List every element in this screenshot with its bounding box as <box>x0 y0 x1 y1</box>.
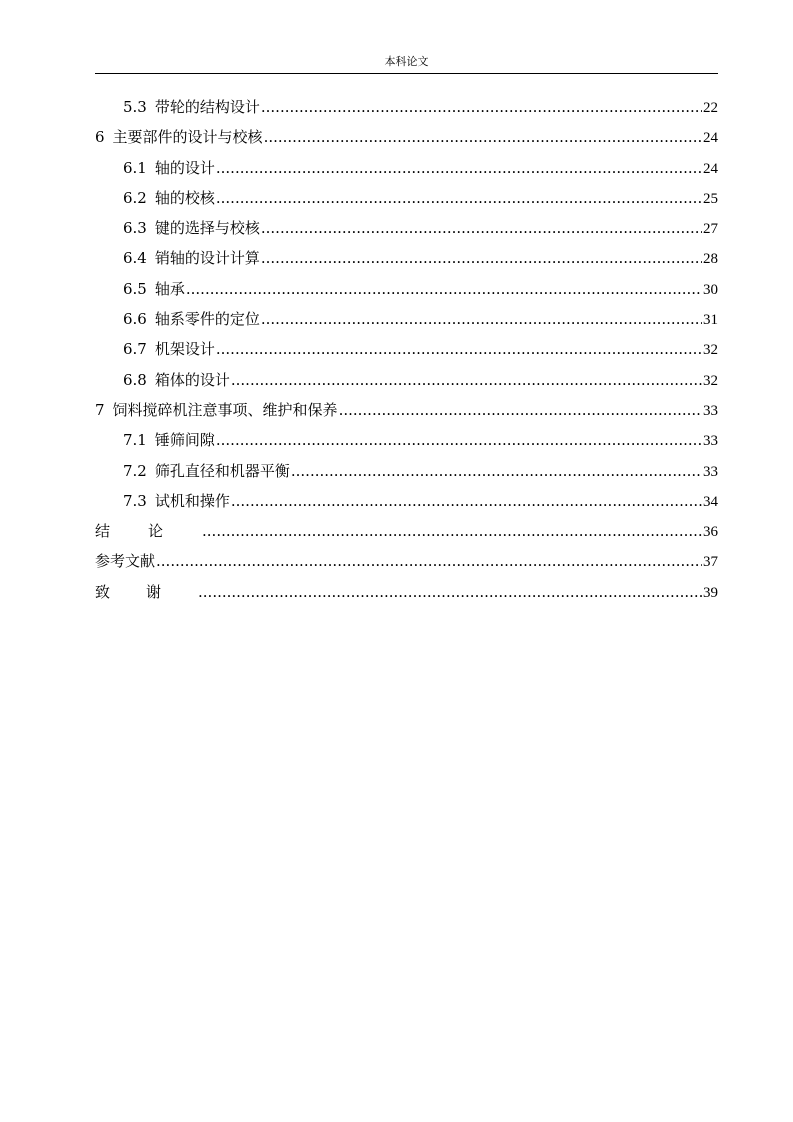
toc-entry-title: 主要部件的设计与校核 <box>112 128 263 147</box>
toc-entry-references[interactable] <box>95 550 718 580</box>
toc-entry-page: 33 <box>703 463 718 480</box>
toc-leader-dots <box>264 126 702 148</box>
toc-entry-title: 轴系零件的定位 <box>154 310 260 329</box>
table-of-contents <box>95 96 718 611</box>
toc-entry-page: 27 <box>703 221 718 238</box>
toc-entry[interactable] <box>95 429 718 459</box>
toc-entry-page: 34 <box>703 493 718 510</box>
toc-entry-number: 6.8 <box>123 370 147 389</box>
toc-leader-dots <box>186 278 702 300</box>
toc-entry-acknowledgements[interactable] <box>95 581 718 611</box>
toc-entry-title: 箱体的设计 <box>154 370 230 389</box>
toc-entry[interactable] <box>95 338 718 368</box>
toc-entry[interactable] <box>95 399 718 429</box>
toc-entry[interactable] <box>95 157 718 187</box>
toc-entry[interactable] <box>95 308 718 338</box>
toc-entry-number: 6.5 <box>123 279 147 298</box>
page-header: 本科论文 <box>384 55 429 68</box>
toc-entry-title: 机架设计 <box>154 340 215 359</box>
toc-leader-dots <box>231 490 702 512</box>
toc-entry-title: 轴的设计 <box>154 158 215 177</box>
toc-entry[interactable] <box>95 247 718 277</box>
toc-entry[interactable] <box>95 369 718 399</box>
toc-entry[interactable] <box>95 187 718 217</box>
toc-leader-dots <box>216 157 702 179</box>
toc-leader-dots <box>216 187 702 209</box>
toc-entry-title: 键的选择与校核 <box>154 219 260 238</box>
toc-entry-title: 结论 <box>95 522 202 541</box>
toc-leader-dots <box>156 550 702 572</box>
toc-entry-page: 31 <box>703 312 718 329</box>
toc-entry-title: 销轴的设计计算 <box>154 249 260 268</box>
toc-entry-page: 24 <box>703 130 718 147</box>
toc-entry-page: 28 <box>703 251 718 268</box>
toc-entry-number: 6.7 <box>123 340 147 359</box>
toc-entry-number: 6.1 <box>123 158 147 177</box>
toc-entry-title: 试机和操作 <box>154 491 230 510</box>
toc-entry-page: 25 <box>703 190 718 207</box>
toc-leader-dots <box>291 460 702 482</box>
toc-entry[interactable] <box>95 460 718 490</box>
toc-entry-page: 39 <box>703 584 718 601</box>
toc-entry-number: 6.3 <box>123 219 147 238</box>
toc-leader-dots <box>198 581 702 603</box>
toc-entry-page: 24 <box>703 160 718 177</box>
toc-leader-dots <box>202 520 702 542</box>
toc-entry-number: 7.2 <box>123 461 147 480</box>
toc-entry-page: 33 <box>703 433 718 450</box>
toc-entry-title: 参考文献 <box>95 552 156 571</box>
toc-entry-number: 5.3 <box>123 98 147 116</box>
toc-leader-dots <box>261 217 702 239</box>
toc-entry-number: 6.4 <box>123 249 147 268</box>
toc-entry-page: 32 <box>703 342 718 359</box>
toc-entry-title: 轴的校核 <box>154 188 215 207</box>
toc-entry-page: 37 <box>703 554 718 571</box>
toc-entry[interactable] <box>95 278 718 308</box>
toc-leader-dots <box>216 429 702 451</box>
toc-entry-title: 致谢 <box>95 582 198 601</box>
header-rule <box>95 73 718 74</box>
toc-entry[interactable] <box>95 217 718 247</box>
toc-entry-number: 6.6 <box>123 310 147 329</box>
toc-entry[interactable] <box>95 490 718 520</box>
toc-leader-dots <box>216 338 702 360</box>
toc-entry-page: 36 <box>703 524 718 541</box>
toc-entry-page: 22 <box>703 100 718 116</box>
toc-entry-title: 锤筛间隙 <box>154 431 215 450</box>
toc-entry-title: 带轮的结构设计 <box>154 98 260 116</box>
toc-entry-number: 7 <box>95 400 105 419</box>
toc-entry-conclusion[interactable] <box>95 520 718 550</box>
toc-entry[interactable] <box>95 96 718 126</box>
toc-entry[interactable] <box>95 126 718 156</box>
toc-entry-number: 7.3 <box>123 491 147 510</box>
toc-entry-number: 6 <box>95 128 105 147</box>
toc-entry-page: 32 <box>703 372 718 389</box>
toc-entry-title: 饲料搅碎机注意事项、维护和保养 <box>112 400 338 419</box>
toc-leader-dots <box>261 308 702 330</box>
toc-entry-number: 6.2 <box>123 188 147 207</box>
toc-leader-dots <box>231 369 702 391</box>
toc-entry-title: 筛孔直径和机器平衡 <box>154 461 290 480</box>
toc-entry-page: 33 <box>703 402 718 419</box>
toc-entry-page: 30 <box>703 281 718 298</box>
toc-entry-title: 轴承 <box>154 279 185 298</box>
toc-leader-dots <box>261 247 702 269</box>
toc-entry-number: 7.1 <box>123 431 147 450</box>
toc-leader-dots <box>261 96 702 118</box>
toc-leader-dots <box>339 399 702 421</box>
